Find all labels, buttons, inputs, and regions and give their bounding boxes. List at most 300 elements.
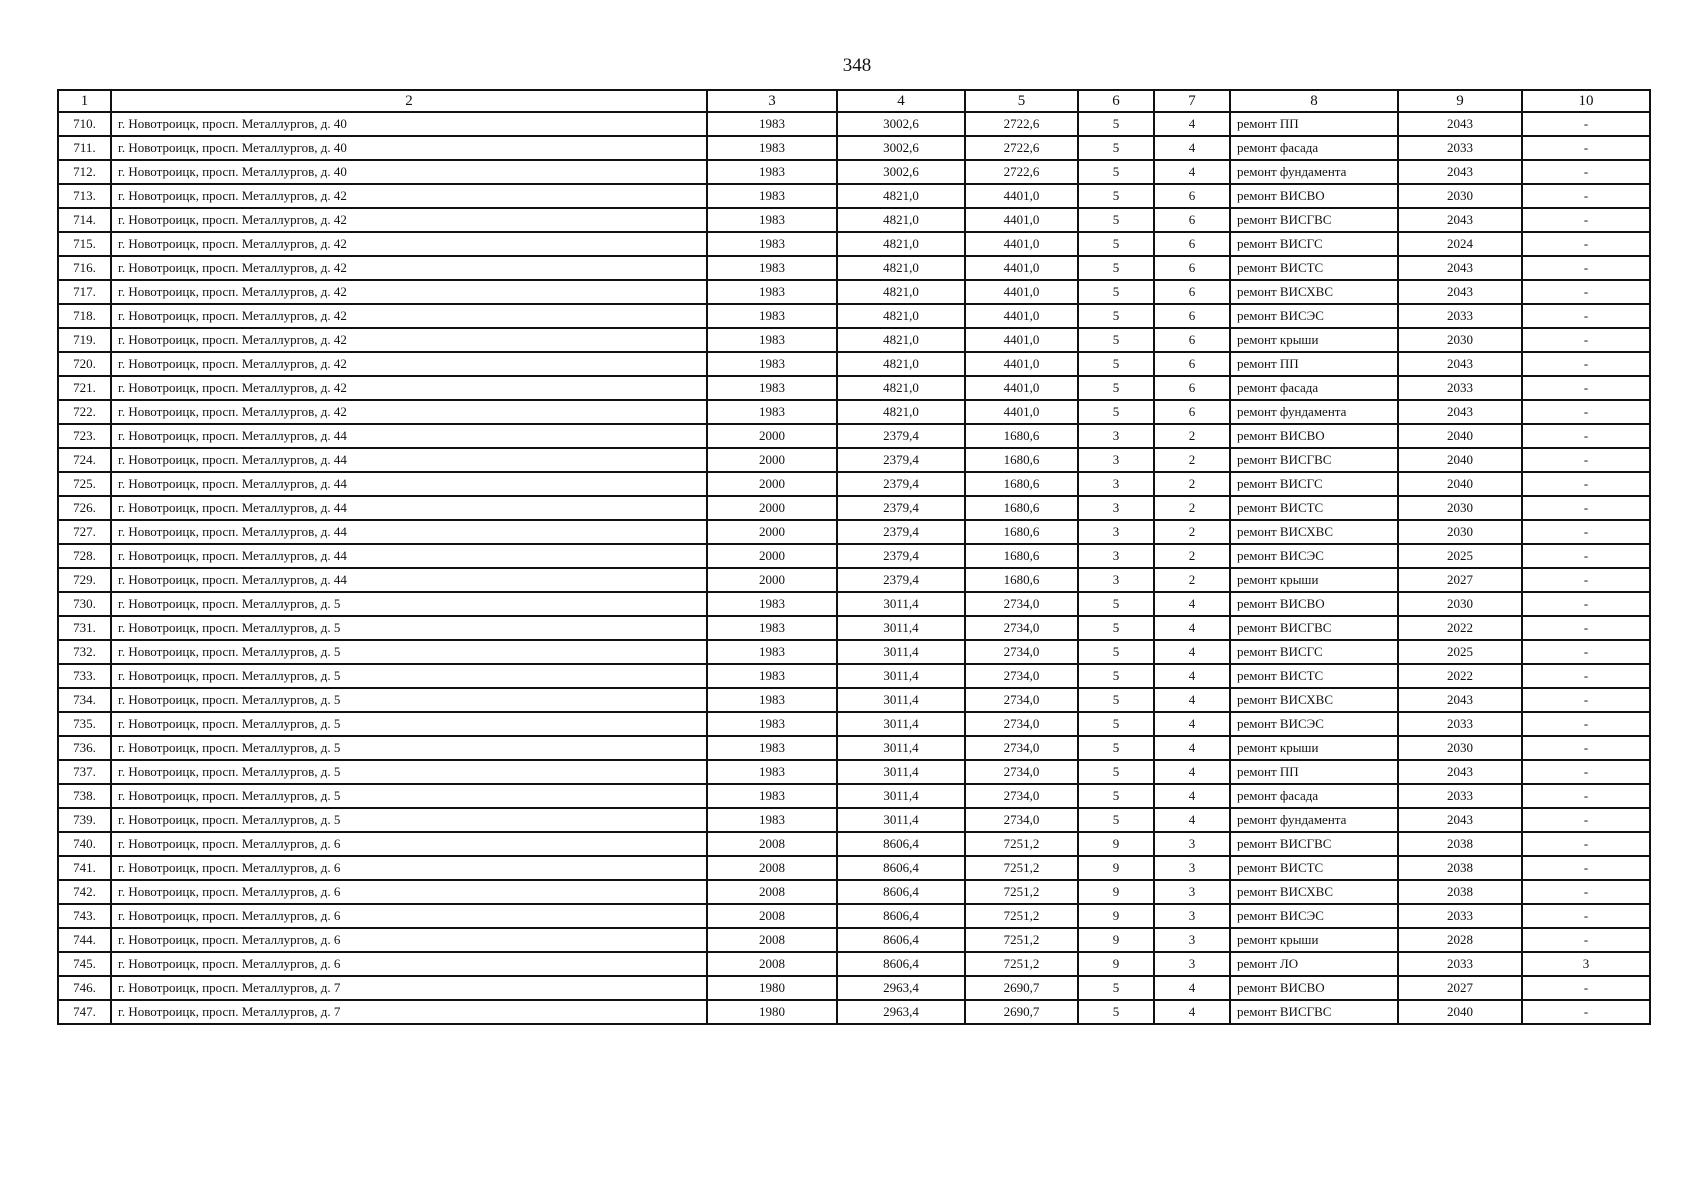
cell-year: 1983 (707, 184, 837, 208)
cell-living-area: 7251,2 (965, 928, 1078, 952)
cell-address: г. Новотроицк, просп. Металлургов, д. 40 (111, 112, 707, 136)
cell-entrances: 4 (1154, 136, 1230, 160)
cell-floors: 9 (1078, 856, 1154, 880)
cell-row-number: 713. (58, 184, 111, 208)
cell-column-10: - (1522, 832, 1650, 856)
cell-year: 1983 (707, 760, 837, 784)
cell-address: г. Новотроицк, просп. Металлургов, д. 6 (111, 832, 707, 856)
cell-living-area: 2734,0 (965, 760, 1078, 784)
table-row (58, 376, 1650, 400)
cell-address: г. Новотроицк, просп. Металлургов, д. 42 (111, 256, 707, 280)
cell-floors: 5 (1078, 976, 1154, 1000)
cell-column-10: - (1522, 280, 1650, 304)
cell-floors: 5 (1078, 592, 1154, 616)
table-row (58, 232, 1650, 256)
cell-address: г. Новотроицк, просп. Металлургов, д. 6 (111, 928, 707, 952)
cell-column-10: - (1522, 256, 1650, 280)
cell-plan-year: 2030 (1398, 496, 1522, 520)
cell-plan-year: 2038 (1398, 832, 1522, 856)
cell-year: 2008 (707, 856, 837, 880)
cell-column-10: - (1522, 976, 1650, 1000)
cell-floors: 5 (1078, 112, 1154, 136)
cell-address: г. Новотроицк, просп. Металлургов, д. 6 (111, 904, 707, 928)
cell-entrances: 6 (1154, 376, 1230, 400)
header-cell-address: 2 (111, 90, 707, 112)
cell-column-10: - (1522, 520, 1650, 544)
cell-year: 2008 (707, 832, 837, 856)
cell-total-area: 3011,4 (837, 592, 965, 616)
cell-address: г. Новотроицк, просп. Металлургов, д. 5 (111, 784, 707, 808)
cell-total-area: 2379,4 (837, 568, 965, 592)
cell-entrances: 6 (1154, 328, 1230, 352)
cell-living-area: 2734,0 (965, 736, 1078, 760)
cell-living-area: 4401,0 (965, 232, 1078, 256)
cell-address: г. Новотроицк, просп. Металлургов, д. 40 (111, 160, 707, 184)
cell-total-area: 3011,4 (837, 688, 965, 712)
cell-year: 1983 (707, 664, 837, 688)
cell-living-area: 4401,0 (965, 352, 1078, 376)
cell-row-number: 732. (58, 640, 111, 664)
header-row (58, 90, 1650, 112)
cell-total-area: 3011,4 (837, 736, 965, 760)
cell-row-number: 718. (58, 304, 111, 328)
cell-column-10: - (1522, 616, 1650, 640)
cell-living-area: 1680,6 (965, 424, 1078, 448)
cell-plan-year: 2043 (1398, 256, 1522, 280)
cell-work-type: ремонт ВИСГС (1230, 640, 1398, 664)
cell-work-type: ремонт ПП (1230, 112, 1398, 136)
cell-floors: 3 (1078, 496, 1154, 520)
cell-column-10: - (1522, 592, 1650, 616)
cell-address: г. Новотроицк, просп. Металлургов, д. 5 (111, 640, 707, 664)
cell-year: 2000 (707, 568, 837, 592)
cell-plan-year: 2043 (1398, 400, 1522, 424)
cell-floors: 5 (1078, 808, 1154, 832)
cell-year: 1983 (707, 400, 837, 424)
cell-work-type: ремонт фасада (1230, 376, 1398, 400)
cell-work-type: ремонт ВИСХВС (1230, 280, 1398, 304)
cell-entrances: 6 (1154, 400, 1230, 424)
cell-row-number: 729. (58, 568, 111, 592)
cell-floors: 9 (1078, 880, 1154, 904)
cell-address: г. Новотроицк, просп. Металлургов, д. 40 (111, 136, 707, 160)
cell-year: 2008 (707, 952, 837, 976)
cell-year: 1983 (707, 808, 837, 832)
cell-work-type: ремонт ВИСТС (1230, 664, 1398, 688)
header-cell-work-type: 8 (1230, 90, 1398, 112)
cell-address: г. Новотроицк, просп. Металлургов, д. 44 (111, 472, 707, 496)
cell-total-area: 4821,0 (837, 304, 965, 328)
cell-plan-year: 2040 (1398, 472, 1522, 496)
cell-entrances: 6 (1154, 208, 1230, 232)
cell-total-area: 4821,0 (837, 328, 965, 352)
header-cell-year: 3 (707, 90, 837, 112)
cell-column-10: - (1522, 640, 1650, 664)
cell-floors: 9 (1078, 832, 1154, 856)
table-row (58, 472, 1650, 496)
cell-year: 1983 (707, 160, 837, 184)
cell-row-number: 726. (58, 496, 111, 520)
cell-address: г. Новотроицк, просп. Металлургов, д. 5 (111, 688, 707, 712)
cell-work-type: ремонт крыши (1230, 736, 1398, 760)
cell-column-10: - (1522, 304, 1650, 328)
cell-plan-year: 2028 (1398, 928, 1522, 952)
cell-row-number: 717. (58, 280, 111, 304)
cell-address: г. Новотроицк, просп. Металлургов, д. 42 (111, 208, 707, 232)
cell-floors: 5 (1078, 664, 1154, 688)
cell-total-area: 4821,0 (837, 376, 965, 400)
cell-total-area: 3011,4 (837, 808, 965, 832)
cell-row-number: 716. (58, 256, 111, 280)
cell-total-area: 3011,4 (837, 616, 965, 640)
cell-total-area: 2379,4 (837, 544, 965, 568)
cell-entrances: 4 (1154, 664, 1230, 688)
table-row (58, 544, 1650, 568)
cell-plan-year: 2033 (1398, 136, 1522, 160)
cell-work-type: ремонт фасада (1230, 784, 1398, 808)
cell-work-type: ремонт фасада (1230, 136, 1398, 160)
cell-address: г. Новотроицк, просп. Металлургов, д. 5 (111, 712, 707, 736)
cell-floors: 5 (1078, 688, 1154, 712)
table-row (58, 832, 1650, 856)
cell-entrances: 2 (1154, 472, 1230, 496)
cell-column-10: - (1522, 184, 1650, 208)
table-body (58, 112, 1650, 1024)
cell-living-area: 2734,0 (965, 592, 1078, 616)
cell-column-10: - (1522, 424, 1650, 448)
cell-living-area: 2722,6 (965, 160, 1078, 184)
cell-entrances: 4 (1154, 688, 1230, 712)
table-row (58, 808, 1650, 832)
cell-year: 1983 (707, 136, 837, 160)
cell-plan-year: 2043 (1398, 208, 1522, 232)
header-cell-plan-year: 9 (1398, 90, 1522, 112)
cell-row-number: 730. (58, 592, 111, 616)
cell-work-type: ремонт ПП (1230, 760, 1398, 784)
cell-floors: 5 (1078, 712, 1154, 736)
cell-row-number: 719. (58, 328, 111, 352)
table-row (58, 304, 1650, 328)
cell-year: 1983 (707, 280, 837, 304)
cell-year: 1983 (707, 712, 837, 736)
cell-row-number: 723. (58, 424, 111, 448)
cell-total-area: 3002,6 (837, 112, 965, 136)
cell-work-type: ремонт ВИСЭС (1230, 712, 1398, 736)
cell-total-area: 2379,4 (837, 424, 965, 448)
cell-work-type: ремонт ВИСВО (1230, 592, 1398, 616)
cell-work-type: ремонт крыши (1230, 928, 1398, 952)
cell-living-area: 2734,0 (965, 712, 1078, 736)
cell-living-area: 2734,0 (965, 640, 1078, 664)
cell-work-type: ремонт ВИСЭС (1230, 544, 1398, 568)
cell-column-10: - (1522, 664, 1650, 688)
cell-work-type: ремонт ВИСЭС (1230, 904, 1398, 928)
table-row (58, 496, 1650, 520)
cell-year: 2000 (707, 448, 837, 472)
table-row (58, 664, 1650, 688)
cell-address: г. Новотроицк, просп. Металлургов, д. 42 (111, 280, 707, 304)
cell-entrances: 2 (1154, 568, 1230, 592)
cell-living-area: 7251,2 (965, 832, 1078, 856)
cell-year: 2000 (707, 544, 837, 568)
cell-total-area: 2379,4 (837, 472, 965, 496)
cell-total-area: 4821,0 (837, 208, 965, 232)
cell-row-number: 711. (58, 136, 111, 160)
cell-row-number: 715. (58, 232, 111, 256)
cell-living-area: 4401,0 (965, 184, 1078, 208)
cell-address: г. Новотроицк, просп. Металлургов, д. 6 (111, 952, 707, 976)
cell-total-area: 8606,4 (837, 952, 965, 976)
cell-row-number: 721. (58, 376, 111, 400)
cell-living-area: 1680,6 (965, 544, 1078, 568)
table-row (58, 712, 1650, 736)
cell-row-number: 731. (58, 616, 111, 640)
cell-work-type: ремонт ВИСЭС (1230, 304, 1398, 328)
table-row (58, 592, 1650, 616)
cell-total-area: 8606,4 (837, 856, 965, 880)
cell-plan-year: 2033 (1398, 784, 1522, 808)
cell-year: 1983 (707, 328, 837, 352)
cell-entrances: 6 (1154, 280, 1230, 304)
cell-living-area: 4401,0 (965, 328, 1078, 352)
cell-row-number: 710. (58, 112, 111, 136)
cell-floors: 5 (1078, 184, 1154, 208)
cell-entrances: 2 (1154, 520, 1230, 544)
cell-entrances: 4 (1154, 112, 1230, 136)
table-row (58, 736, 1650, 760)
cell-living-area: 7251,2 (965, 880, 1078, 904)
cell-living-area: 4401,0 (965, 376, 1078, 400)
cell-column-10: - (1522, 496, 1650, 520)
cell-work-type: ремонт ВИСХВС (1230, 688, 1398, 712)
cell-plan-year: 2027 (1398, 976, 1522, 1000)
table-row (58, 280, 1650, 304)
table-row (58, 640, 1650, 664)
cell-floors: 3 (1078, 544, 1154, 568)
cell-floors: 5 (1078, 136, 1154, 160)
cell-year: 2000 (707, 424, 837, 448)
cell-plan-year: 2033 (1398, 952, 1522, 976)
table-row (58, 976, 1650, 1000)
cell-floors: 5 (1078, 256, 1154, 280)
cell-total-area: 3011,4 (837, 664, 965, 688)
cell-address: г. Новотроицк, просп. Металлургов, д. 44 (111, 568, 707, 592)
cell-total-area: 3011,4 (837, 640, 965, 664)
cell-work-type: ремонт ЛО (1230, 952, 1398, 976)
cell-address: г. Новотроицк, просп. Металлургов, д. 5 (111, 592, 707, 616)
cell-work-type: ремонт ВИСХВС (1230, 880, 1398, 904)
cell-row-number: 739. (58, 808, 111, 832)
cell-floors: 5 (1078, 736, 1154, 760)
cell-entrances: 4 (1154, 808, 1230, 832)
table-row (58, 112, 1650, 136)
cell-entrances: 6 (1154, 256, 1230, 280)
cell-total-area: 3002,6 (837, 136, 965, 160)
cell-total-area: 2963,4 (837, 976, 965, 1000)
cell-living-area: 4401,0 (965, 304, 1078, 328)
table-row (58, 880, 1650, 904)
cell-row-number: 728. (58, 544, 111, 568)
cell-entrances: 6 (1154, 232, 1230, 256)
cell-row-number: 727. (58, 520, 111, 544)
cell-plan-year: 2030 (1398, 520, 1522, 544)
cell-column-10: - (1522, 472, 1650, 496)
cell-plan-year: 2022 (1398, 664, 1522, 688)
cell-total-area: 2379,4 (837, 496, 965, 520)
cell-year: 1983 (707, 640, 837, 664)
cell-living-area: 2734,0 (965, 808, 1078, 832)
cell-living-area: 2690,7 (965, 976, 1078, 1000)
cell-living-area: 7251,2 (965, 904, 1078, 928)
cell-plan-year: 2022 (1398, 616, 1522, 640)
cell-living-area: 4401,0 (965, 208, 1078, 232)
cell-row-number: 737. (58, 760, 111, 784)
cell-entrances: 2 (1154, 544, 1230, 568)
cell-floors: 3 (1078, 568, 1154, 592)
header-cell-entrances: 7 (1154, 90, 1230, 112)
cell-living-area: 2722,6 (965, 112, 1078, 136)
cell-living-area: 2690,7 (965, 1000, 1078, 1024)
cell-total-area: 4821,0 (837, 400, 965, 424)
cell-entrances: 3 (1154, 904, 1230, 928)
cell-year: 1983 (707, 112, 837, 136)
cell-plan-year: 2043 (1398, 280, 1522, 304)
cell-floors: 5 (1078, 328, 1154, 352)
cell-living-area: 4401,0 (965, 256, 1078, 280)
cell-total-area: 4821,0 (837, 232, 965, 256)
cell-total-area: 3011,4 (837, 712, 965, 736)
cell-floors: 5 (1078, 208, 1154, 232)
table-row (58, 328, 1650, 352)
table-row (58, 760, 1650, 784)
table-row (58, 568, 1650, 592)
registry-table (57, 89, 1651, 1025)
cell-plan-year: 2043 (1398, 808, 1522, 832)
table-row (58, 208, 1650, 232)
cell-work-type: ремонт фундамента (1230, 160, 1398, 184)
cell-living-area: 2734,0 (965, 688, 1078, 712)
table-row (58, 856, 1650, 880)
cell-column-10: - (1522, 880, 1650, 904)
cell-floors: 5 (1078, 160, 1154, 184)
cell-floors: 5 (1078, 352, 1154, 376)
cell-entrances: 4 (1154, 712, 1230, 736)
cell-entrances: 4 (1154, 736, 1230, 760)
cell-entrances: 4 (1154, 592, 1230, 616)
cell-total-area: 2963,4 (837, 1000, 965, 1024)
cell-floors: 5 (1078, 304, 1154, 328)
cell-column-10: - (1522, 784, 1650, 808)
cell-entrances: 3 (1154, 856, 1230, 880)
cell-year: 1983 (707, 376, 837, 400)
cell-entrances: 4 (1154, 616, 1230, 640)
cell-year: 1983 (707, 232, 837, 256)
cell-entrances: 3 (1154, 952, 1230, 976)
cell-address: г. Новотроицк, просп. Металлургов, д. 5 (111, 616, 707, 640)
cell-row-number: 744. (58, 928, 111, 952)
cell-row-number: 712. (58, 160, 111, 184)
header-cell-floors: 6 (1078, 90, 1154, 112)
cell-column-10: - (1522, 568, 1650, 592)
table-row (58, 784, 1650, 808)
cell-total-area: 8606,4 (837, 880, 965, 904)
cell-address: г. Новотроицк, просп. Металлургов, д. 42 (111, 352, 707, 376)
cell-floors: 5 (1078, 760, 1154, 784)
cell-living-area: 1680,6 (965, 472, 1078, 496)
cell-entrances: 3 (1154, 832, 1230, 856)
cell-entrances: 3 (1154, 880, 1230, 904)
cell-floors: 5 (1078, 232, 1154, 256)
cell-column-10: - (1522, 376, 1650, 400)
cell-column-10: - (1522, 160, 1650, 184)
table-row (58, 1000, 1650, 1024)
cell-address: г. Новотроицк, просп. Металлургов, д. 42 (111, 304, 707, 328)
cell-work-type: ремонт ВИСВО (1230, 976, 1398, 1000)
cell-living-area: 7251,2 (965, 952, 1078, 976)
cell-row-number: 733. (58, 664, 111, 688)
cell-plan-year: 2043 (1398, 160, 1522, 184)
cell-work-type: ремонт ВИСГВС (1230, 1000, 1398, 1024)
cell-total-area: 4821,0 (837, 352, 965, 376)
cell-total-area: 4821,0 (837, 256, 965, 280)
table-row (58, 904, 1650, 928)
cell-total-area: 4821,0 (837, 280, 965, 304)
cell-work-type: ремонт ВИСТС (1230, 256, 1398, 280)
cell-row-number: 724. (58, 448, 111, 472)
cell-row-number: 734. (58, 688, 111, 712)
table-row (58, 160, 1650, 184)
cell-total-area: 3011,4 (837, 784, 965, 808)
cell-total-area: 3002,6 (837, 160, 965, 184)
cell-address: г. Новотроицк, просп. Металлургов, д. 5 (111, 736, 707, 760)
cell-plan-year: 2040 (1398, 424, 1522, 448)
cell-entrances: 4 (1154, 784, 1230, 808)
header-cell-column-10: 10 (1522, 90, 1650, 112)
cell-address: г. Новотроицк, просп. Металлургов, д. 42 (111, 400, 707, 424)
cell-column-10: - (1522, 808, 1650, 832)
cell-row-number: 735. (58, 712, 111, 736)
cell-total-area: 8606,4 (837, 928, 965, 952)
cell-plan-year: 2040 (1398, 448, 1522, 472)
cell-column-10: - (1522, 232, 1650, 256)
cell-work-type: ремонт ВИСГВС (1230, 616, 1398, 640)
cell-address: г. Новотроицк, просп. Металлургов, д. 44 (111, 520, 707, 544)
cell-total-area: 8606,4 (837, 832, 965, 856)
cell-plan-year: 2033 (1398, 376, 1522, 400)
cell-plan-year: 2033 (1398, 304, 1522, 328)
cell-floors: 5 (1078, 784, 1154, 808)
cell-floors: 5 (1078, 640, 1154, 664)
table-row (58, 424, 1650, 448)
cell-floors: 5 (1078, 1000, 1154, 1024)
cell-work-type: ремонт ВИСТС (1230, 496, 1398, 520)
table-row (58, 256, 1650, 280)
cell-year: 1983 (707, 688, 837, 712)
cell-year: 1983 (707, 304, 837, 328)
cell-column-10: - (1522, 352, 1650, 376)
cell-floors: 9 (1078, 952, 1154, 976)
cell-column-10: - (1522, 928, 1650, 952)
cell-column-10: - (1522, 544, 1650, 568)
cell-column-10: - (1522, 688, 1650, 712)
cell-entrances: 4 (1154, 160, 1230, 184)
cell-living-area: 2734,0 (965, 616, 1078, 640)
cell-plan-year: 2038 (1398, 856, 1522, 880)
cell-plan-year: 2040 (1398, 1000, 1522, 1024)
cell-living-area: 2734,0 (965, 784, 1078, 808)
cell-entrances: 4 (1154, 640, 1230, 664)
cell-column-10: - (1522, 904, 1650, 928)
